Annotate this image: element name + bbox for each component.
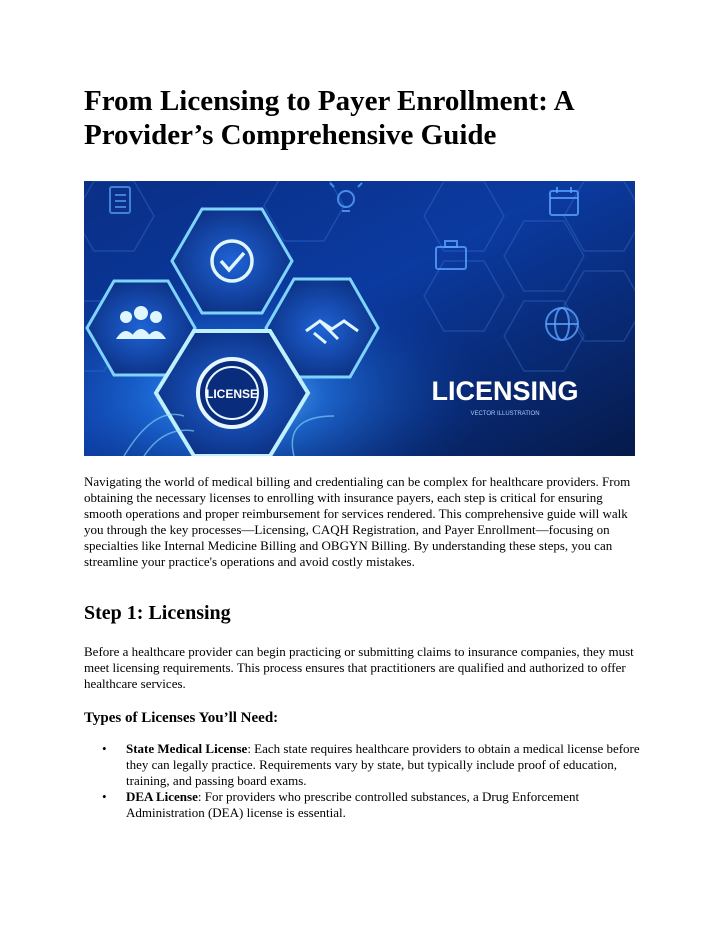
license-list	[84, 741, 640, 821]
list-item-text: : Each state requires healthcare providers to obtain a medical license before they can legally practice. Requirements vary by state, but typically include proof of education, training, and passing board exams.	[126, 741, 640, 789]
licenses-subheading: Types of Licenses You’ll Need:	[84, 710, 279, 726]
hero-subtitle-text: VECTOR ILLUSTRATION	[470, 411, 540, 417]
hero-image	[84, 181, 635, 456]
list-item-term: State Medical License	[126, 741, 248, 756]
bullet: •	[102, 789, 107, 805]
page-title: From Licensing to Payer Enrollment: A Provider’s Comprehensive Guide	[84, 85, 573, 151]
step1-paragraph: Before a healthcare provider can begin practicing or submitting claims to insurance companies, they must meet licensing requirements. This process ensures that practitioners are qualified and authorized to offer healthcare services.	[84, 644, 634, 692]
list-item-text: : For providers who prescribe controlled substances, a Drug Enforcement Administration (DEA) license is essential.	[126, 789, 580, 821]
hero-title-text: LICENSING	[431, 376, 579, 406]
badge-text: LICENSE	[205, 387, 259, 401]
list-item-term: DEA License	[126, 789, 198, 805]
list-item	[84, 789, 640, 821]
intro-paragraph: Navigating the world of medical billing and credentialing can be complex for healthcare providers. From obtaining the necessary licenses to enrolling with insurance payers, each step is critical for ensuring smooth operations and proper reimbursement for services rendered. This comprehensive guide will walk you through the key processes—Licensing, CAQH Registration, and Payer Enrollment—focusing on specialties like Internal Medicine Billing and OBGYN Billing. By understanding these steps, you can streamline your practice's operations and avoid costly mistakes.	[84, 474, 631, 570]
step1-heading: Step 1: Licensing	[84, 602, 231, 624]
bullet: •	[102, 741, 107, 756]
list-item	[84, 741, 640, 789]
license-badge-icon	[198, 359, 266, 427]
